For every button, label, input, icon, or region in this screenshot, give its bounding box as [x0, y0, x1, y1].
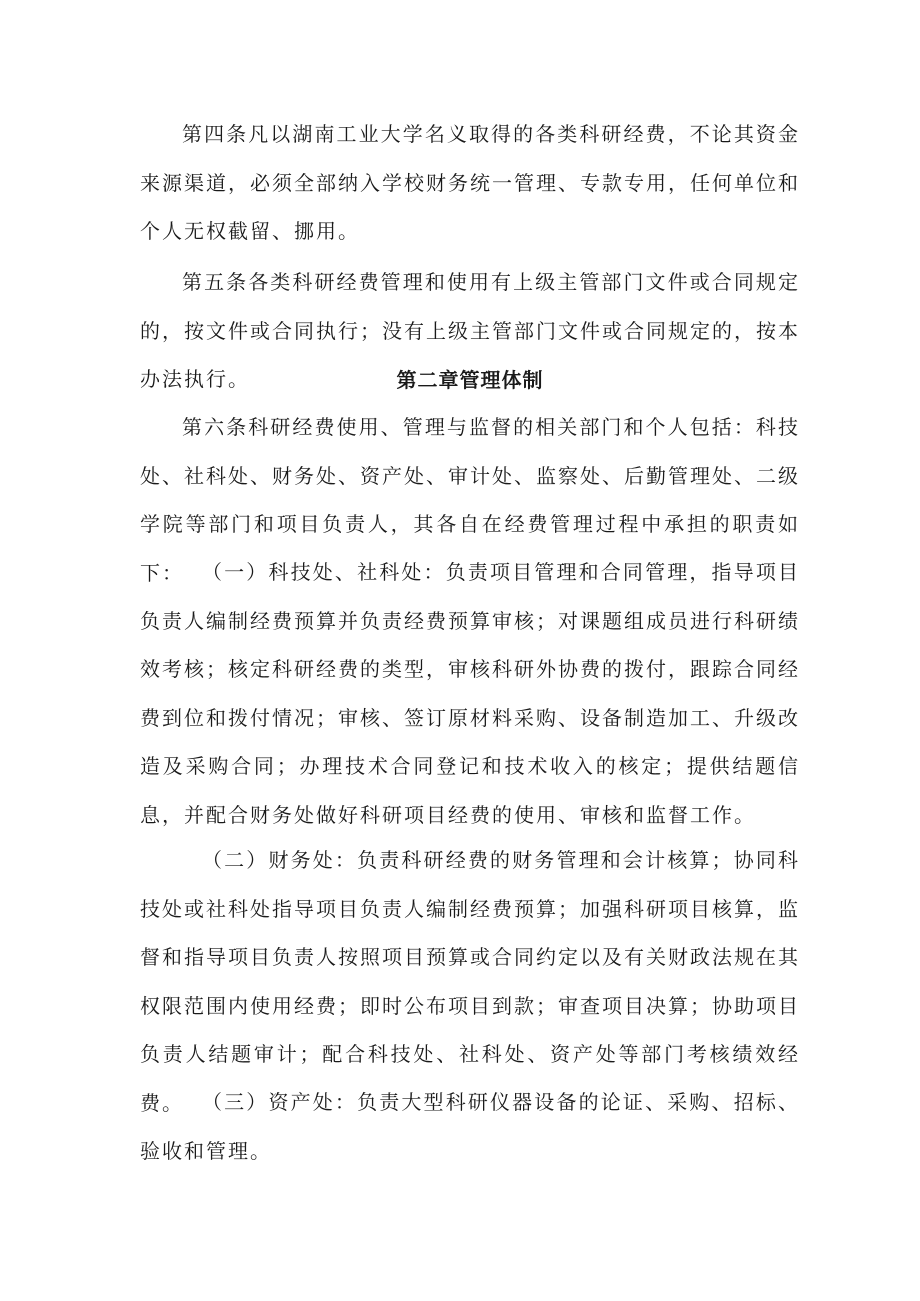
duty-item-3-paragraph: （三）资产处：负责大型科研仪器设备的论证、采购、招标、验收和管理。: [140, 1090, 800, 1163]
duty-item-1-paragraph: （一）科技处、社科处：负责项目管理和合同管理，指导项目负责人编制经费预算并负责经费预算审核；对课题组成员进行科研绩效考核；核定科研经费的类型，审核科研外协费的拨付，跟踪合同经费到位和拨付情况；审核、签订原材料采购、设备制造加工、升级改造及采购合同；办理技术合同登记和技术收入的核定；提供结题信息，并配合财务处做好科研项目经费的使用、审核和监督工作。: [140, 560, 800, 827]
chapter-2-heading: 第二章管理体制: [396, 368, 544, 392]
duty-item-2-paragraph: （二）财务处：负责科研经费的财务管理和会计核算；协同科技处或社科处指导项目负责人编制经费预算；加强科研项目核算，监督和指导项目负责人按照项目预算或合同约定以及有关财政法规在其权限范围内使用经费；即时公布项目到款；审查项目决算；协助项目负责人结题审计；配合科技处、社科处、资产处等部门考核绩效经费。: [140, 848, 800, 1115]
article-4-paragraph: 第四条凡以湖南工业大学名义取得的各类科研经费，不论其资金来源渠道，必须全部纳入学校财务统一管理、专款专用，任何单位和个人无权截留、挪用。: [140, 122, 800, 243]
article-5-paragraph: 第五条各类科研经费管理和使用有上级主管部门文件或合同规定的，按文件或合同执行；没有上级主管部门文件或合同规定的，按本办法执行。: [140, 270, 800, 391]
article-6-paragraph: 第六条科研经费使用、管理与监督的相关部门和个人包括：科技处、社科处、财务处、资产处、审计处、监察处、后勤管理处、二级学院等部门和项目负责人，其各自在经费管理过程中承担的职责如下：: [140, 415, 800, 585]
